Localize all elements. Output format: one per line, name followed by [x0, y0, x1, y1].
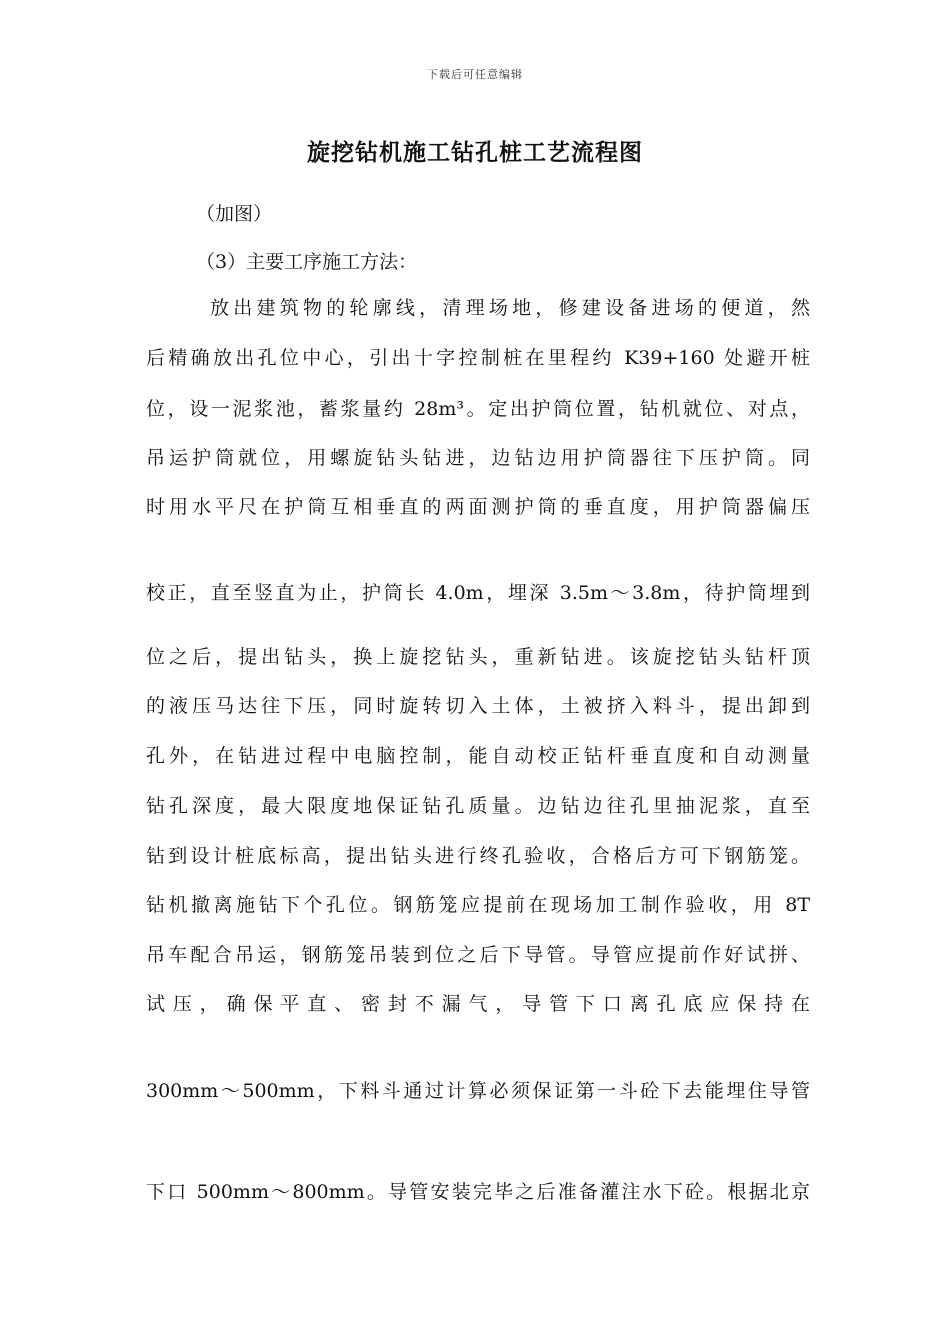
section-heading: （3）主要工序施工方法：	[196, 251, 418, 273]
paragraph-line: 孔外，在钻进过程中电脑控制，能自动校正钻杆垂直度和自动测量	[146, 745, 810, 767]
paragraph-line: 校正，直至竖直为止，护筒长 4.0m，埋深 3.5m～3.8m，待护筒埋到	[146, 582, 810, 604]
paragraph-line: 吊车配合吊运，钢筋笼吊装到位之后下导管。导管应提前作好试拼、	[146, 944, 810, 966]
paragraph-line: 钻到设计桩底标高，提出钻头进行终孔验收，合格后方可下钢筋笼。	[146, 845, 810, 867]
paragraph-line: 钻机撤离施钻下个孔位。钢筋笼应提前在现场加工制作验收，用 8T	[146, 894, 810, 916]
figure-placeholder-note: （加图）	[196, 203, 273, 225]
paragraph-line: 后精确放出孔位中心，引出十字控制桩在里程约 K39+160 处避开桩	[146, 347, 810, 369]
paragraph-line: 试压，确保平直、密封不漏气，导管下口离孔底应保持在	[146, 993, 810, 1015]
paragraph-line: 时用水平尺在护筒互相垂直的两面测护筒的垂直度，用护筒器偏压	[146, 496, 810, 518]
paragraph-line: 的液压马达往下压，同时旋转切入土体，土被挤入料斗，提出卸到	[146, 695, 810, 717]
document-title: 旋挖钻机施工钻孔桩工艺流程图	[307, 139, 643, 166]
paragraph-line: 300mm～500mm，下料斗通过计算必须保证第一斗砼下去能埋住导管	[146, 1080, 810, 1102]
paragraph-line: 下口 500mm～800mm。导管安装完毕之后准备灌注水下砼。根据北京	[146, 1181, 810, 1203]
paragraph-line: 吊运护筒就位，用螺旋钻头钻进，边钻边用护筒器往下压护筒。同	[146, 447, 810, 469]
paragraph-line: 位之后，提出钻头，换上旋挖钻头，重新钻进。该旋挖钻头钻杆顶	[146, 646, 810, 668]
paragraph-line: 位，设一泥浆池，蓄浆量约 28m³。定出护筒位置，钻机就位、对点，	[146, 398, 810, 420]
paragraph-line: 放出建筑物的轮廓线，清理场地，修建设备进场的便道，然	[210, 297, 810, 319]
paragraph-line: 钻孔深度，最大限度地保证钻孔质量。边钻边往孔里抽泥浆，直至	[146, 795, 810, 817]
header-note: 下载后可任意编辑	[427, 68, 523, 81]
